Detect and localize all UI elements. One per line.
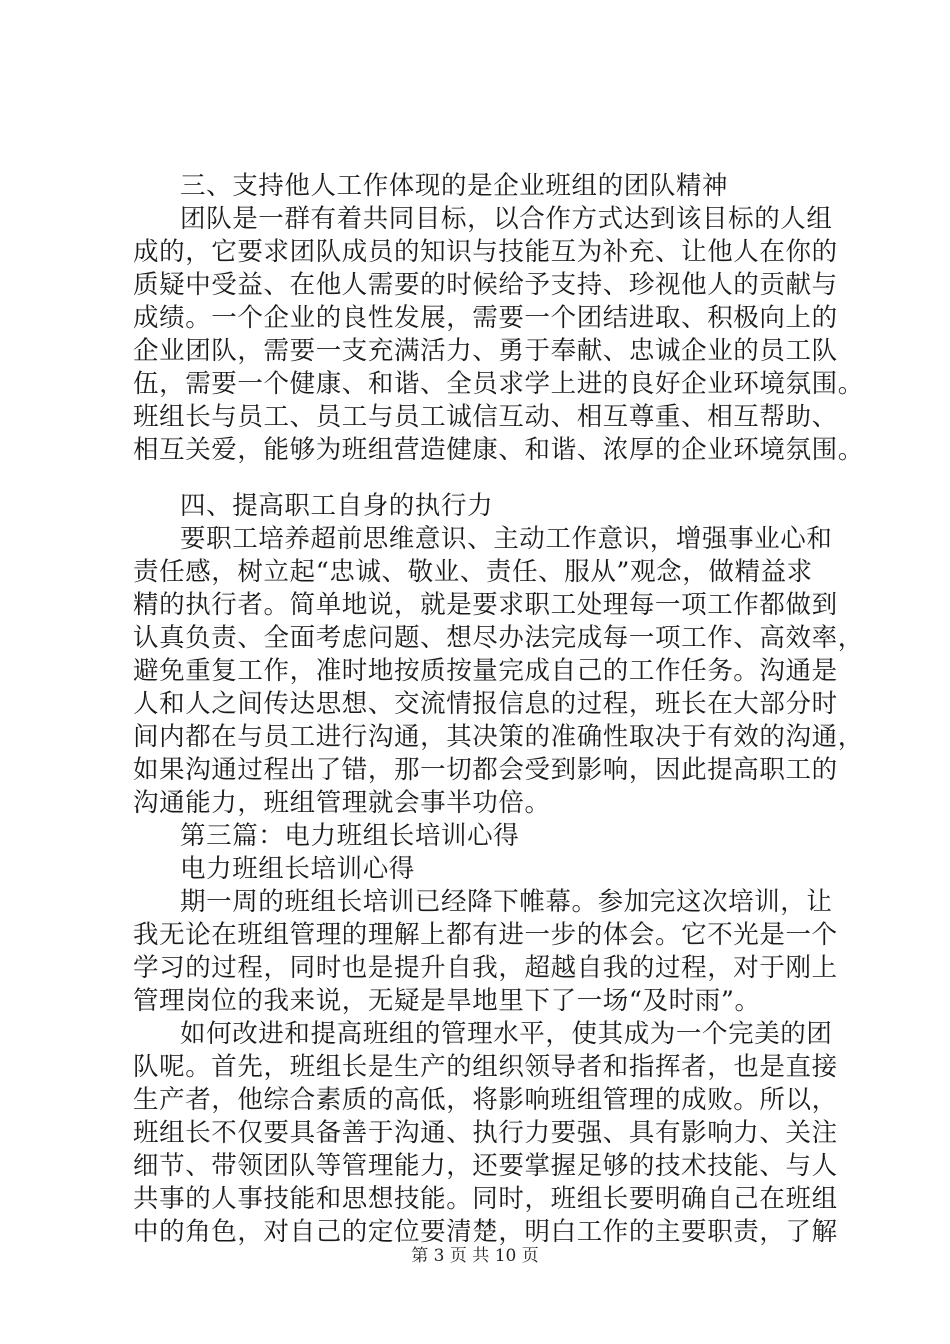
paragraph-line: 细节、带领团队等管理能力，还要掌握足够的技术技能、与人 — [133, 1151, 838, 1181]
paragraph-line: 精的执行者。简单地说，就是要求职工处理每一项工作都做到 — [133, 590, 838, 620]
paragraph-line: 如果沟通过程出了错，那一切都会受到影响，因此提高职工的 — [133, 755, 838, 785]
paragraph-line: 间内都在与员工进行沟通，其决策的准确性取决于有效的沟通， — [133, 722, 864, 752]
paragraph-line: 生产者，他综合素质的高低，将影响班组管理的成败。所以， — [133, 1085, 838, 1115]
paragraph-line: 管理岗位的我来说，无疑是旱地里下了一场“及时雨”。 — [133, 986, 761, 1016]
section-heading-3: 三、支持他人工作体现的是企业班组的团队精神 — [180, 171, 729, 201]
paragraph-line: 团队是一群有着共同目标，以合作方式达到该目标的人组 — [180, 204, 833, 234]
paragraph-line: 班组长与员工、员工与员工诚信互动、相互尊重、相互帮助、 — [133, 402, 838, 432]
page-number-footer: 第 3 页 共 10 页 — [411, 1246, 539, 1266]
paragraph-line: 质疑中受益、在他人需要的时候给予支持、珍视他人的贡献与 — [133, 270, 838, 300]
paragraph-line: 伍，需要一个健康、和谐、全员求学上进的良好企业环境氛围。 — [133, 369, 864, 399]
paragraph-line: 学习的过程，同时也是提升自我，超越自我的过程，对于刚上 — [133, 953, 838, 983]
paragraph-line: 相互关爱，能够为班组营造健康、和谐、浓厚的企业环境氛围。 — [133, 435, 864, 465]
paragraph-line: 如何改进和提高班组的管理水平，使其成为一个完美的团 — [180, 1019, 833, 1049]
paragraph-line: 避免重复工作，准时地按质按量完成自己的工作任务。沟通是 — [133, 656, 838, 686]
section-heading-4: 四、提高职工自身的执行力 — [180, 491, 494, 521]
paragraph-line: 责任感，树立起“忠诚、敬业、责任、服从”观念，做精益求 — [133, 557, 813, 587]
paragraph-line: 中的角色，对自己的定位要清楚，明白工作的主要职责，了解 — [133, 1217, 838, 1247]
paragraph-line: 沟通能力，班组管理就会事半功倍。 — [133, 788, 551, 818]
paragraph-line: 成的，它要求团队成员的知识与技能互为补充、让他人在你的 — [133, 237, 838, 267]
paragraph-line: 期一周的班组长培训已经降下帷幕。参加完这次培训，让 — [180, 887, 833, 917]
paragraph-line: 要职工培养超前思维意识、主动工作意识，增强事业心和 — [180, 524, 833, 554]
paragraph-line: 队呢。首先，班组长是生产的组织领导者和指挥者，也是直接 — [133, 1052, 838, 1082]
paragraph-line: 班组长不仅要具备善于沟通、执行力要强、具有影响力、关注 — [133, 1118, 838, 1148]
paragraph-line: 我无论在班组管理的理解上都有进一步的体会。它不光是一个 — [133, 920, 838, 950]
paragraph-line: 成绩。一个企业的良性发展，需要一个团结进取、积极向上的 — [133, 303, 838, 333]
article-title: 电力班组长培训心得 — [180, 854, 415, 884]
paragraph-line: 企业团队，需要一支充满活力、勇于奉献、忠诚企业的员工队 — [133, 336, 838, 366]
paragraph-line: 人和人之间传达思想、交流情报信息的过程，班长在大部分时 — [133, 689, 838, 719]
paragraph-line: 共事的人事技能和思想技能。同时，班组长要明确自己在班组 — [133, 1184, 838, 1214]
chapter-title: 第三篇：电力班组长培训心得 — [180, 821, 520, 851]
paragraph-line: 认真负责、全面考虑问题、想尽办法完成每一项工作、高效率， — [133, 623, 864, 653]
